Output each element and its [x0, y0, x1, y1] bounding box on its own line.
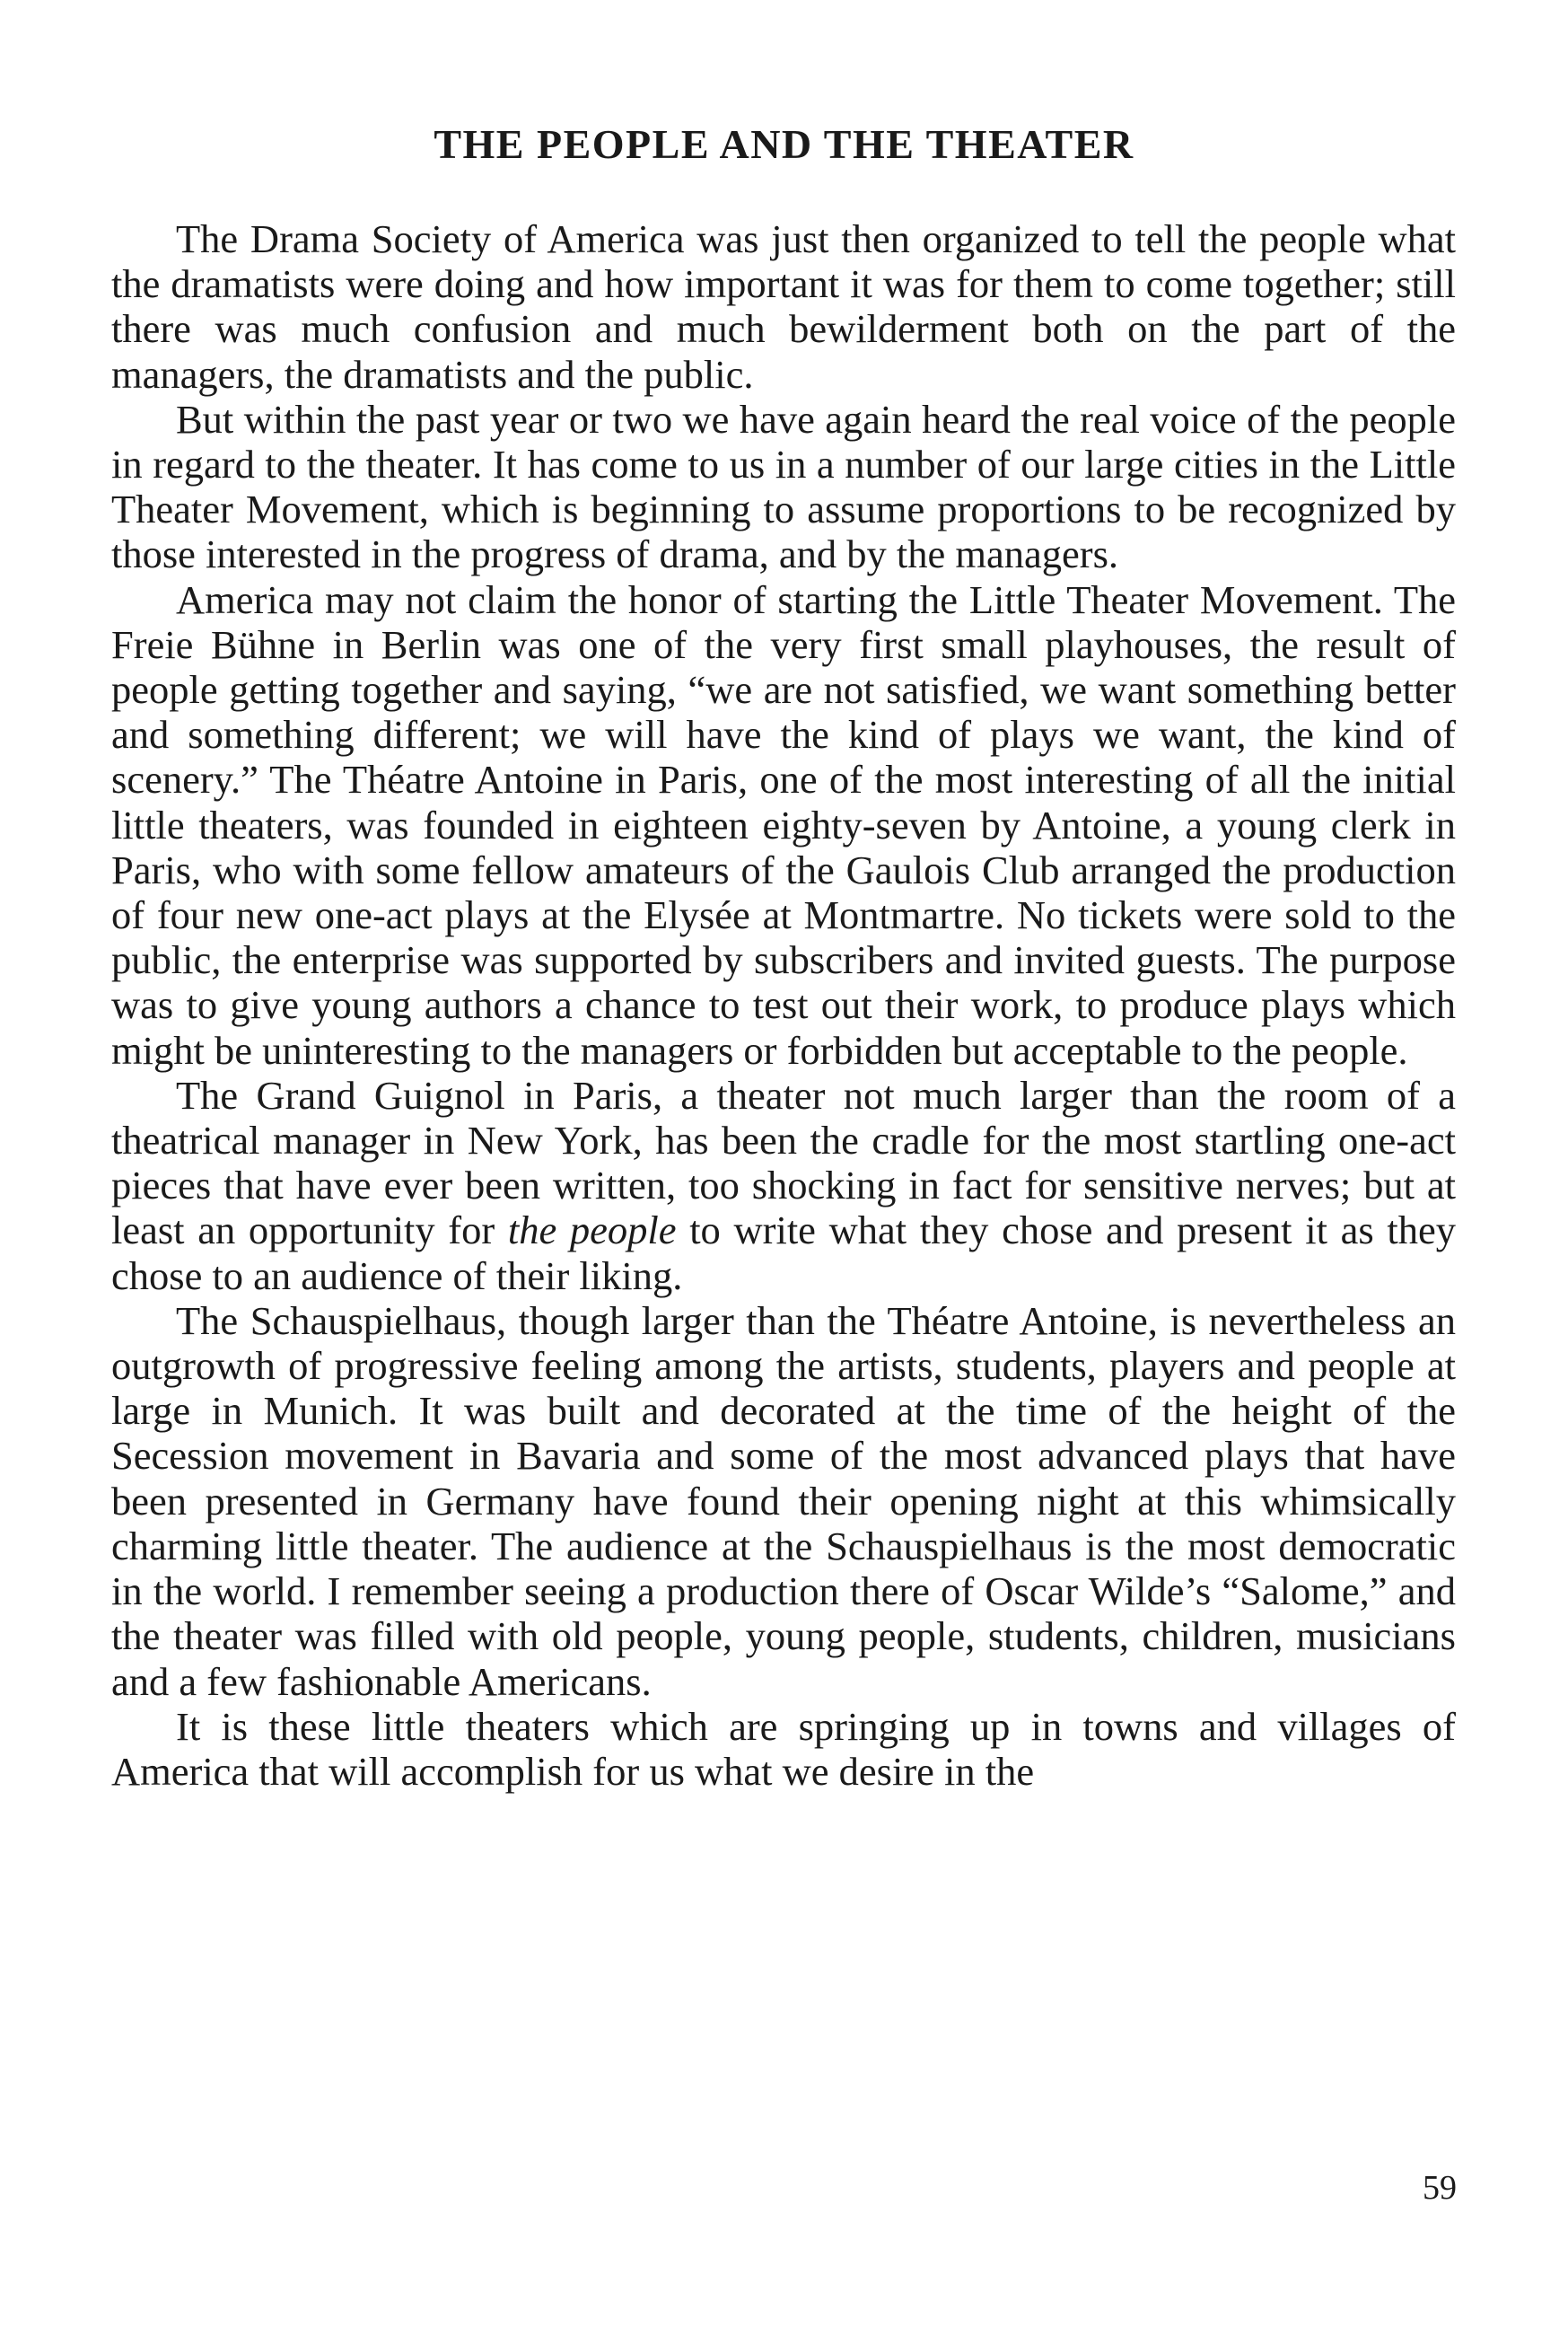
- paragraph-schauspielhaus: The Schauspielhaus, though larger than the Théatre Antoine, is nevertheless an outgrowth of progressive feeling among the artists, students, players and people at large in Munich. It was built and decorated at the time of the height of the Secession movement in Bavaria and some of the most advanced plays that have been presented in Germany have found their opening night at this whimsically charming little theater. The audience at the Schauspielhaus is the most democratic in the world. I remember seeing a production there of Oscar Wilde’s “Salome,” and the theater was filled with old people, young people, students, children, musicians and a few fashionable Americans.: [111, 1297, 1456, 1704]
- paragraph-freie-buhne: America may not claim the honor of starting the Little Theater Movement. The Freie Bühne in Berlin was one of the very first small playhouses, the result of people getting together and saying, “we are not satisfied, we want something better and something different; we will have the kind of plays we want, the kind of scenery.” The Théatre Antoine in Paris, one of the most interesting of all the initial little theaters, was founded in eighteen eighty-seven by Antoine, a young clerk in Paris, who with some fellow amateurs of the Gaulois Club arranged the production of four new one-act plays at the Elysée at Montmartre. No tickets were sold to the public, the enterprise was supported by subscribers and invited guests. The purpose was to give young authors a chance to test out their work, to produce plays which might be uninteresting to the managers or forbidden but acceptable to the people.: [111, 576, 1456, 1073]
- paragraph-little-theater-movement: But within the past year or two we have again heard the real voice of the people in regard to the theater. It has come to us in a number of our large cities in the Little Theater Movement, which is beginning to assume proportions to be recognized by those interested in the progress of drama, and by the managers.: [111, 396, 1456, 577]
- paragraph-text: The Grand Guignol in Paris, a theater not much larger than the room of a theatrical manager in New York, has been the cradle for the most startling one-act pieces that have ever been written, too shocking in fact for sensitive nerves; but at least an opportunity for: [111, 1072, 1456, 1253]
- body-text: [111, 216, 1456, 1794]
- italic-emphasis: the people: [507, 1208, 677, 1253]
- paragraph-drama-society: The Drama Society of America was just then organized to tell the people what the dramatists were doing and how important it was for them to come together; still there was much confusion and much bewilderment both on the part of the managers, the dramatists and the public.: [111, 216, 1456, 397]
- paragraph-text: to write what they chose and present it as they chose to an audience of their liking.: [111, 1208, 1456, 1298]
- page-title: THE PEOPLE AND THE THEATER: [434, 121, 1134, 167]
- page-number: 59: [1423, 2169, 1457, 2207]
- paragraph-grand-guignol: [111, 1073, 1456, 1298]
- paragraph-little-theaters-america: It is these little theaters which are springing up in towns and villages of America that will accomplish for us what we desire in the: [111, 1703, 1456, 1794]
